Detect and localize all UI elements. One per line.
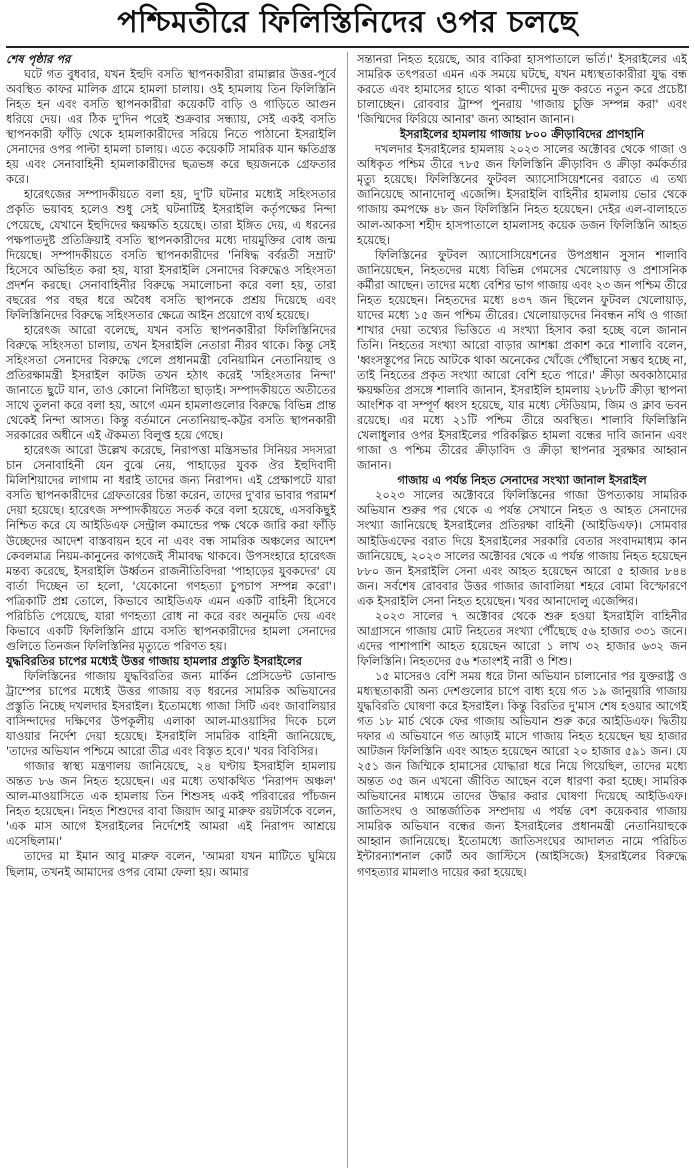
paragraph: হারেৎজ আরো বলেছে, যখন বসতি স্থাপনকারীরা ফিলিস্তিনিদের বিরুদ্ধে সহিংসতা চালায়, তখন ইসরাইলি নেতারা নীরব থাকে। কিন্তু সেই সহিংসতা সেনাদের বিরুদ্ধে গেলে প্রধানমন্ত্রী বেনিয়ামিন নেতানিয়াহু ও প্রতিরক্ষামন্ত্রী ইসরাইল কাটজ তখন হঠাৎ করেই 'সহিংসতার নিন্দা' জানাতে ছুটে যান, তাও কোনো নির্দিষ্টতা ছাড়াই। সম্পাদকীয়তে অতীতের সাথে তুলনা করে বলা হয়, আগে এমন হামলাগুলোর বিরুদ্ধে বিভিন্ন প্রান্ত থেকেই নিন্দা আসত। কিন্তু বর্তমানে নেতানিয়াহু-কট্টর বসতি স্থাপনকারী সরকারের অধীনে এই ঐকমত্য বিলুপ্ত হয়ে গেছে। [6, 322, 336, 443]
paragraph: ২০২৩ সালের ৭ অক্টোবর থেকে শুরু হওয়া ইসরাইলি বাহিনীর আগ্রাসনে গাজায় মোট নিহতের সংখ্যা পৌঁছেছে ৫৬ হাজার ৩৩১ জনে। এদের পাশাপাশি আহত হয়েছেন আরো ১ লাখ ৩২ হাজার ৬৩২ জন ফিলিস্তিনি। নিহতদের ৫৬ শতাংশই নারী ও শিশু। [357, 608, 687, 668]
paragraph: ফিলিস্তিনের গাজায় যুদ্ধবিরতির জন্য মার্কিন প্রেসিডেন্ট ডোনাল্ড ট্রাম্পের চাপের মধ্যেই উত্তর গাজায় বড় ধরনের সামরিক অভিযানের প্রস্তুতি নিচ্ছে দখলদার ইসরাইল। ইতোমধ্যে গাজা সিটি এবং জাবালিয়ার বাসিন্দাদের দক্ষিণের উপকূলীয় এলাকা আল-মাওয়াসির দিকে চলে যাওয়ার নির্দেশ দেয়া হয়েছে। ইসরাইলি সামরিক বাহিনী জানিয়েছে, 'তাদের অভিযান পশ্চিমে আরো তীব্র এবং বিস্তৃত হবে।' খবর বিবিসির। [6, 668, 336, 759]
subheading: যুদ্ধবিরতির চাপের মধ্যেই উত্তর গাজায় হামলার প্রস্তুতি ইসরাইলের [6, 653, 302, 668]
left-column [6, 52, 336, 1168]
subheading: গাজায় এ পর্যন্ত নিহত সেনাদের সংখ্যা জানাল ইসরাইল [397, 473, 647, 488]
paragraph: ২০২৩ সালের অক্টোবরে ফিলিস্তিনের গাজা উপত্যকায় সামরিক অভিযান শুরুর পর থেকে এ পর্যন্ত সেখানে নিহত ও আহত সেনাদের সংখ্যা জানিয়েছে ইসরাইলের প্রতিরক্ষা বাহিনী (আইডিএফ)। সোমবার আইডিএফের বরাত দিয়ে ইসরাইলের সরকারি বেতার সংবাদমাধ্যম কান জানিয়েছে, ২০২৩ সালের অক্টোবর থেকে এ পর্যন্ত গাজায় নিহত হয়েছেন ৮৮০ জন ইসরাইলি সেনা এবং আহত হয়েছেন আরো ৫ হাজার ৮৪৪ জন। সর্বশেষ রোববার উত্তর গাজার জাবালিয়া শহরে বোমা বিস্ফোরণে এক ইসরাইলি সেনা নিহত হয়েছেন। খবর আনাদোলু এজেন্সির। [357, 488, 687, 608]
paragraph: ফিলিস্তিনের ফুটবল অ্যাসোসিয়েশনের উপপ্রধান সুসান শালাবি জানিয়েছেন, নিহতদের মধ্যে বিভিন্ন গেমসের খেলোয়াড় ও প্রশাসনিক কর্মীরা আছেন। তাদের মধ্যে বেশির ভাগ গাজায় এবং ২৩ জন পশ্চিম তীরে নিহত হয়েছেন। নিহতদের মধ্যে ৪৩৭ জন ছিলেন ফুটবল খেলোয়াড়, যাদের মধ্যে ১৫ জন পশ্চিম তীরের। খেলোয়াড়দের নিবন্ধন নথি ও গাজা শাখার দেয়া তথ্যের ভিত্তিতে এ সংখ্যা হিসাব করা হচ্ছে বলে জানান তিনি। নিহতের সংখ্যা আরো বাড়ার আশঙ্কা প্রকাশ করে শালাবি বলেন, 'ধ্বংসস্তূপের নিচে আটকে থাকা অনেকের খোঁজে পৌঁছানো সম্ভব হচ্ছে না, তাই নিহতের প্রকৃত সংখ্যা আরো বেশি হতে পারে।' ক্রীড়া অবকাঠামোর ক্ষয়ক্ষতির প্রসঙ্গে শালাবি জানান, ইসরাইলি হামলায় ২৮৮টি ক্রীড়া স্থাপনা আংশিক বা সম্পূর্ণ ধ্বংস হয়েছে, যার মধ্যে স্টেডিয়াম, জিম ও ক্লাব ভবন রয়েছে। এর মধ্যে ২১টি পশ্চিম তীরে অবস্থিত। শালাবি ফিলিস্তিনি খেলাধুলার ওপর ইসরাইলের পরিকল্পিত হামলা বন্ধের দাবি জানান এবং গাজা ও পশ্চিম তীরের ক্রীড়াবিদ ও ক্রীড়া স্থাপনার সুরক্ষার আহ্বান জানান। [357, 247, 687, 473]
headline-rule [6, 46, 689, 48]
paragraph: তাদের মা ইমান আবু মারুফ বলেন, 'আমরা যখন মাটিতে ঘুমিয়ে ছিলাম, তখনই আমাদের ওপর বোমা ফেলা হয়। আমার [6, 849, 336, 879]
paragraph: হারেৎজের সম্পাদকীয়তে বলা হয়, দু'টি ঘটনার মধ্যেই সহিংসতার প্রকৃতি ভয়াবহ হলেও শুধু সেই ঘটনাটিই ইসরাইলি কর্তৃপক্ষের নিন্দা পেয়েছে, যেখানে ইহুদিদের ক্ষয়ক্ষতি হয়েছে। তারা ইঙ্গিত দেয়, এ ধরনের পক্ষপাতদুষ্ট প্রতিক্রিয়াই বসতি স্থাপনকারীদের মধ্যে দায়মুক্তির বোধ জন্ম দিয়েছে। সম্পাদকীয়তে বসতি স্থাপনকারীদের 'নিষিদ্ধ বর্বরতী সম্রাট' হিসেবে অভিহিত করা হয়, যারা ইসরাইলি সেনাদের বিরুদ্ধেও সহিংসতা প্রদর্শন করছে। সেনাবাহিনীর বিরুদ্ধে সমালোচনা করে বলা হয়, তারা বছরের পর বছর ধরে অবৈধ বসতি স্থাপনকে প্রশ্রয় দিয়েছে এবং ফিলিস্তিনিদের বিরুদ্ধে সহিংসতার ক্ষেত্রে আইন প্রয়োগে ব্যর্থ হয়েছে। [6, 187, 336, 322]
paragraph: সন্তানরা নিহত হয়েছে, আর বাকিরা হাসপাতালে ভর্তি।' ইসরাইলের এই সামরিক তৎপরতা এমন এক সময়ে ঘটছে, যখন মধ্যস্থতাকারীরা যুদ্ধ বন্ধ করতে এবং হামাসের হাতে থাকা বন্দীদের মুক্ত করতে নতুন করে প্রচেষ্টা চালাচ্ছেন। রোববার ট্রাম্প পুনরায় 'গাজায় চুক্তি সম্পন্ন করা' এবং 'জিম্মিদের ফিরিয়ে আনার' জন্য আহ্বান জানান। [357, 52, 687, 127]
subheading: ইসরাইলের হামলায় গাজায় ৮০০ ক্রীড়াবিদের প্রাণহানি [399, 127, 645, 142]
paragraph: হারেৎজ আরো উল্লেখ করেছে, নিরাপত্তা মন্ত্রিসভার সিনিয়র সদস্যরা চান সেনাবাহিনী যেন বুঝে নেয়, পাহাড়ের যুবক ঔর ইহুদিবাদী মিলিশিয়াদের লাগাম না ধরাই তাদের জন্য নিরাপদ। এই প্রেক্ষাপটে যারা বসতি স্থাপনকারীদের গ্রেফতারের চিন্তা করেন, তাদের দু'বার ভাবার পরামর্শ দেয়া হয়েছে। হারেৎজ সম্পাদকীয়তে সতর্ক করে বলা হয়েছে, এসবকিছুই নিশ্চিত করে যে আইডিএফ সেন্ট্রাল কমান্ডের পক্ষ থেকে জারি করা ফাঁড়ি উচ্ছেদের আদেশ বাস্তবায়ন হবে না এবং বন্ধ সামরিক অঞ্চলের আদেশ কেবলমাত্র নিয়ম-কানুনের কাগজেই সীমাবদ্ধ থাকবে। উপসংহারে হারেৎজ মন্তব্য করেছে, ইসরাইলি উর্ধ্বতন রাজনীতিবিদরা 'পাহাড়ের যুবকদের' যে বার্তা দিচ্ছেন তা হলো, 'যেকোনো গণহত্যা চুপচাপ সম্পন্ন করো'। পত্রিকাটি প্রশ্ন তোলে, কিভাবে আইডিএফ এমন একটি বাহিনী হিসেবে পরিচিতি পেয়েছে, যারা গণহত্যা রোধ না করে বরং অনুমতি দেয় এবং কিভাবে একটি ফিলিস্তিনি গ্রামে বসতি স্থাপনকারীদের হামলা সেনাদের গুলিতে তিনজন ফিলিস্তিনির মৃত্যুতে পরিণত হয়। [6, 443, 336, 653]
paragraph: গাজার স্বাস্থ্য মন্ত্রণালয় জানিয়েছে, ২৪ ঘণ্টায় ইসরাইলি হামলায় অন্তত ৮৬ জন নিহত হয়েছেন। এর মধ্যে তথাকথিত 'নিরাপদ অঞ্চল' আল-মাওয়াসিতে এক হামলায় তিন শিশুসহ একই পরিবারের পাঁচজন নিহত হয়েছেন। নিহত শিশুদের বাবা জিয়াদ আবু মারুফ রয়টার্সকে বলেন, 'এক মাস আগে ইসরাইলের নির্দেশেই আমরা এই নিরাপদ আশ্রয়ে এসেছিলাম।' [6, 759, 336, 849]
right-column [357, 52, 687, 1168]
paragraph: দখলদার ইসরাইলের হামলায় ২০২৩ সালের অক্টোবর থেকে গাজা ও অধিকৃত পশ্চিম তীরে ৭৮৫ জন ফিলিস্তিনি ক্রীড়াবিদ ও ক্রীড়া কর্মকর্তার মৃত্যু হয়েছে। ফিলিস্তিনের ফুটবল অ্যাসোসিয়েশনের বরাতে এ তথ্য জানিয়েছে আনাদোলু এজেন্সি। ইসরাইলি বাহিনীর হামলায় ভোর থেকে গাজায় কমপক্ষে ৪৮ জন ফিলিস্তিনি নিহত হয়েছেন। দেইর এল-বালাহতে আল-আকসা শহীদ হাসপাতালে হামলাসহ কয়েক ডজন ফিলিস্তিনি আহত হয়েছে। [357, 142, 687, 247]
column-divider [347, 52, 348, 1168]
paragraph: ১৫ মাসেরও বেশি সময় ধরে টানা অভিযান চালানোর পর যুক্তরাষ্ট্র ও মধ্যস্থতাকারী অন্য দেশগুলোর চাপে বাধ্য হয়ে গত ১৯ জানুয়ারি গাজায় যুদ্ধবিরতি ঘোষণা করে ইসরাইল। কিন্তু বিরতির দু'মাস শেষ হওয়ার আগেই গত ১৮ মার্চ থেকে ফের গাজায় অভিযান শুরু করে আইডিএফ। দ্বিতীয় দফার এ অভিযানে গত আড়াই মাসে গাজায় নিহত হয়েছেন ছয় হাজার আটজন ফিলিস্তিনি এবং আহত হয়েছেন আরো ২০ হাজার ৫৯১ জন। যে ২৫১ জন জিম্মিকে হামাসের যোদ্ধারা ধরে নিয়ে গিয়েছিল, তাদের মধ্যে অন্তত ৩৫ জন এখনো জীবিত আছেন বলে ধারণা করা হচ্ছে। সামরিক অভিযানের মাধ্যমে তাদের উদ্ধার করার ঘোষণা দিয়েছে আইডিএফ। জাতিসংঘ ও আন্তর্জাতিক সম্প্রদায় এ পর্যন্ত বেশ কয়েকবার গাজায় সামরিক অভিযান বন্ধের জন্য ইসরাইলের প্রধানমন্ত্রী নেতানিয়াহুকে আহ্বান জানিয়েছে। ইতোমধ্যে জাতিসংঘের আদালত নামে পরিচিত ইন্টারন্যাশনাল কোর্ট অব জাস্টিসে (আইসিজে) ইসরাইলের বিরুদ্ধে গণহত্যার মামলাও দায়ের করা হয়েছে। [357, 668, 687, 879]
headline: পশ্চিমতীরে ফিলিস্তিনিদের ওপর চলছে [117, 5, 578, 40]
continued-kicker: শেষ পৃষ্ঠার পর [6, 52, 71, 66]
paragraph: ঘটে গত বুধবার, যখন ইহুদি বসতি স্থাপনকারীরা রামাল্লার উত্তর-পূর্বে অবস্থিত কাফর মালিক গ্রামে হামলা চালায়। ওই হামলায় তিন ফিলিস্তিনি নিহত হন এবং বসতি স্থাপনকারীরা কয়েকটি বাড়ি ও গাড়িতে আগুন ধরিয়ে দেয়। এর ঠিক দু'দিন পরেই শুক্রবার সন্ধ্যায়, সেই একই বসতি স্থাপনকারী ফাঁড়ি থেকে হামলাকারীদের সরিয়ে নিতে পাঠানো ইসরাইলি সেনাদের ওপর পাল্টা হামলা চালায়। এতে কয়েকটি সামরিক যান ক্ষতিগ্রস্ত হয় এবং সেনাবাহিনী হামলাকারীদের ছত্রভঙ্গ করে ছয়জনকে গ্রেফতার করে। [6, 67, 336, 187]
